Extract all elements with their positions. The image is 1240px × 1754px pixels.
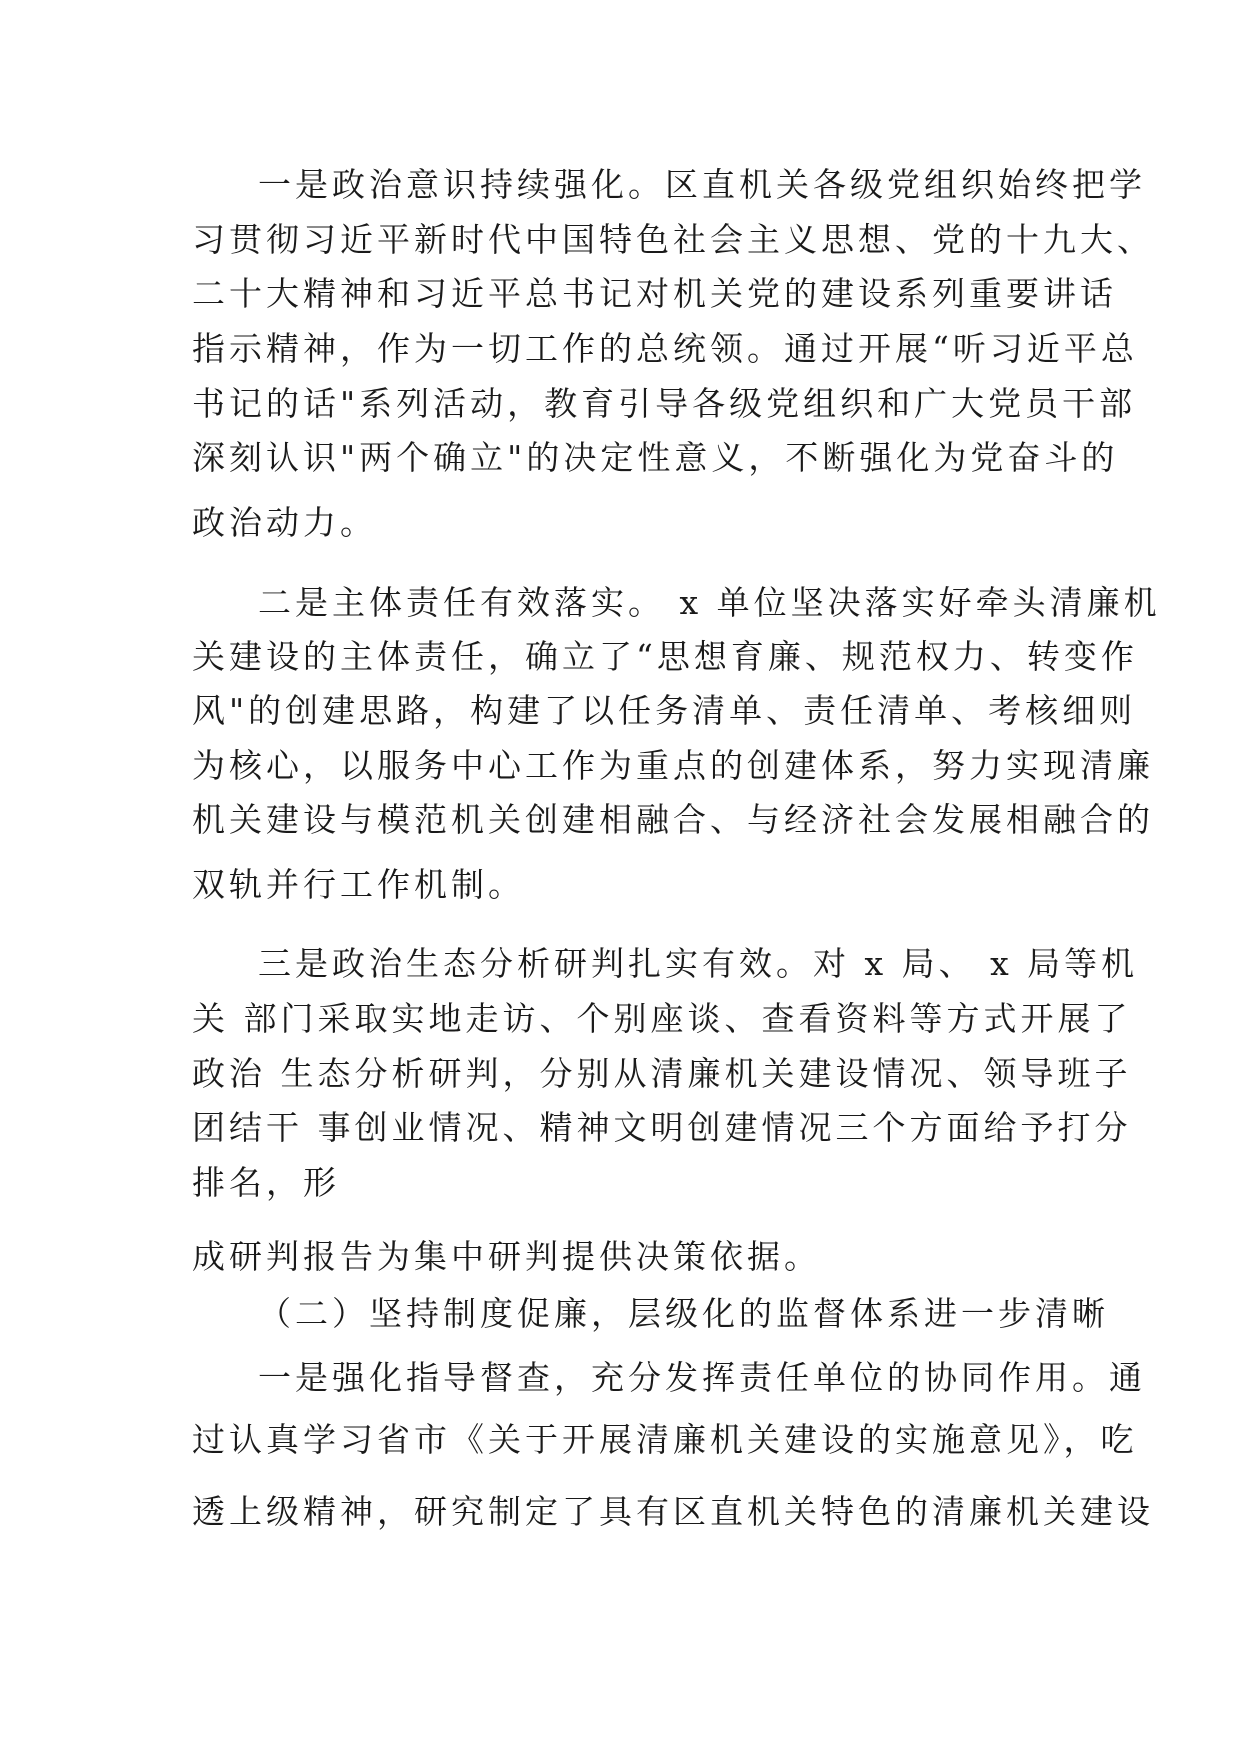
section-heading: （二）坚持制度促廉，层级化的监督体系进一步清晰 <box>258 1294 1109 1333</box>
text-line: 透上级精神，研究制定了具有区直机关特色的清廉机关建设 <box>192 1492 1154 1531</box>
text-line: 书记的话"系列活动，教育引导各级党组织和广大党员干部 <box>192 384 1137 423</box>
text-line: 双轨并行工作机制。 <box>192 865 525 904</box>
text-line: 成研判报告为集中研判提供决策依据。 <box>192 1237 821 1276</box>
text-line: 为核心，以服务中心工作为重点的创建体系，努力实现清廉 <box>192 746 1154 785</box>
text-line: 二是主体责任有效落实。 x 单位坚决落实好牵头清廉机 <box>258 583 1161 622</box>
text-line: 关 部门采取实地走访、个别座谈、查看资料等方式开展了 <box>192 999 1132 1038</box>
text-line: 习贯彻习近平新时代中国特色社会主义思想、党的十九大、 <box>192 220 1154 259</box>
text-line: 机关建设与模范机关创建相融合、与经济社会发展相融合的 <box>192 800 1154 839</box>
text-line: 指示精神，作为一切工作的总统领。通过开展“听习近平总 <box>192 329 1138 368</box>
text-line: 排名，形 <box>192 1163 340 1202</box>
text-line: 政治 生态分析研判，分别从清廉机关建设情况、领导班子 <box>192 1054 1132 1093</box>
text-line: 风"的创建思路，构建了以任务清单、责任清单、考核细则 <box>192 691 1137 730</box>
text-line: 过认真学习省市《关于开展清廉机关建设的实施意见》，吃 <box>192 1420 1138 1459</box>
text-line: 一是强化指导督查，充分发挥责任单位的协同作用。通 <box>258 1358 1146 1397</box>
text-line: 二十大精神和习近平总书记对机关党的建设系列重要讲话 <box>192 274 1117 313</box>
text-line: 三是政治生态分析研判扎实有效。对 x 局、 x 局等机 <box>258 944 1139 983</box>
text-line: 关建设的主体责任，确立了“思想育廉、规范权力、转变作 <box>192 637 1138 676</box>
text-line: 深刻认识"两个确立"的决定性意义，不断强化为党奋斗的 <box>192 438 1119 477</box>
text-line: 一是政治意识持续强化。区直机关各级党组织始终把学 <box>258 165 1146 204</box>
text-line: 政治动力。 <box>192 503 377 542</box>
text-line: 团结干 事创业情况、精神文明创建情况三个方面给予打分 <box>192 1108 1132 1147</box>
